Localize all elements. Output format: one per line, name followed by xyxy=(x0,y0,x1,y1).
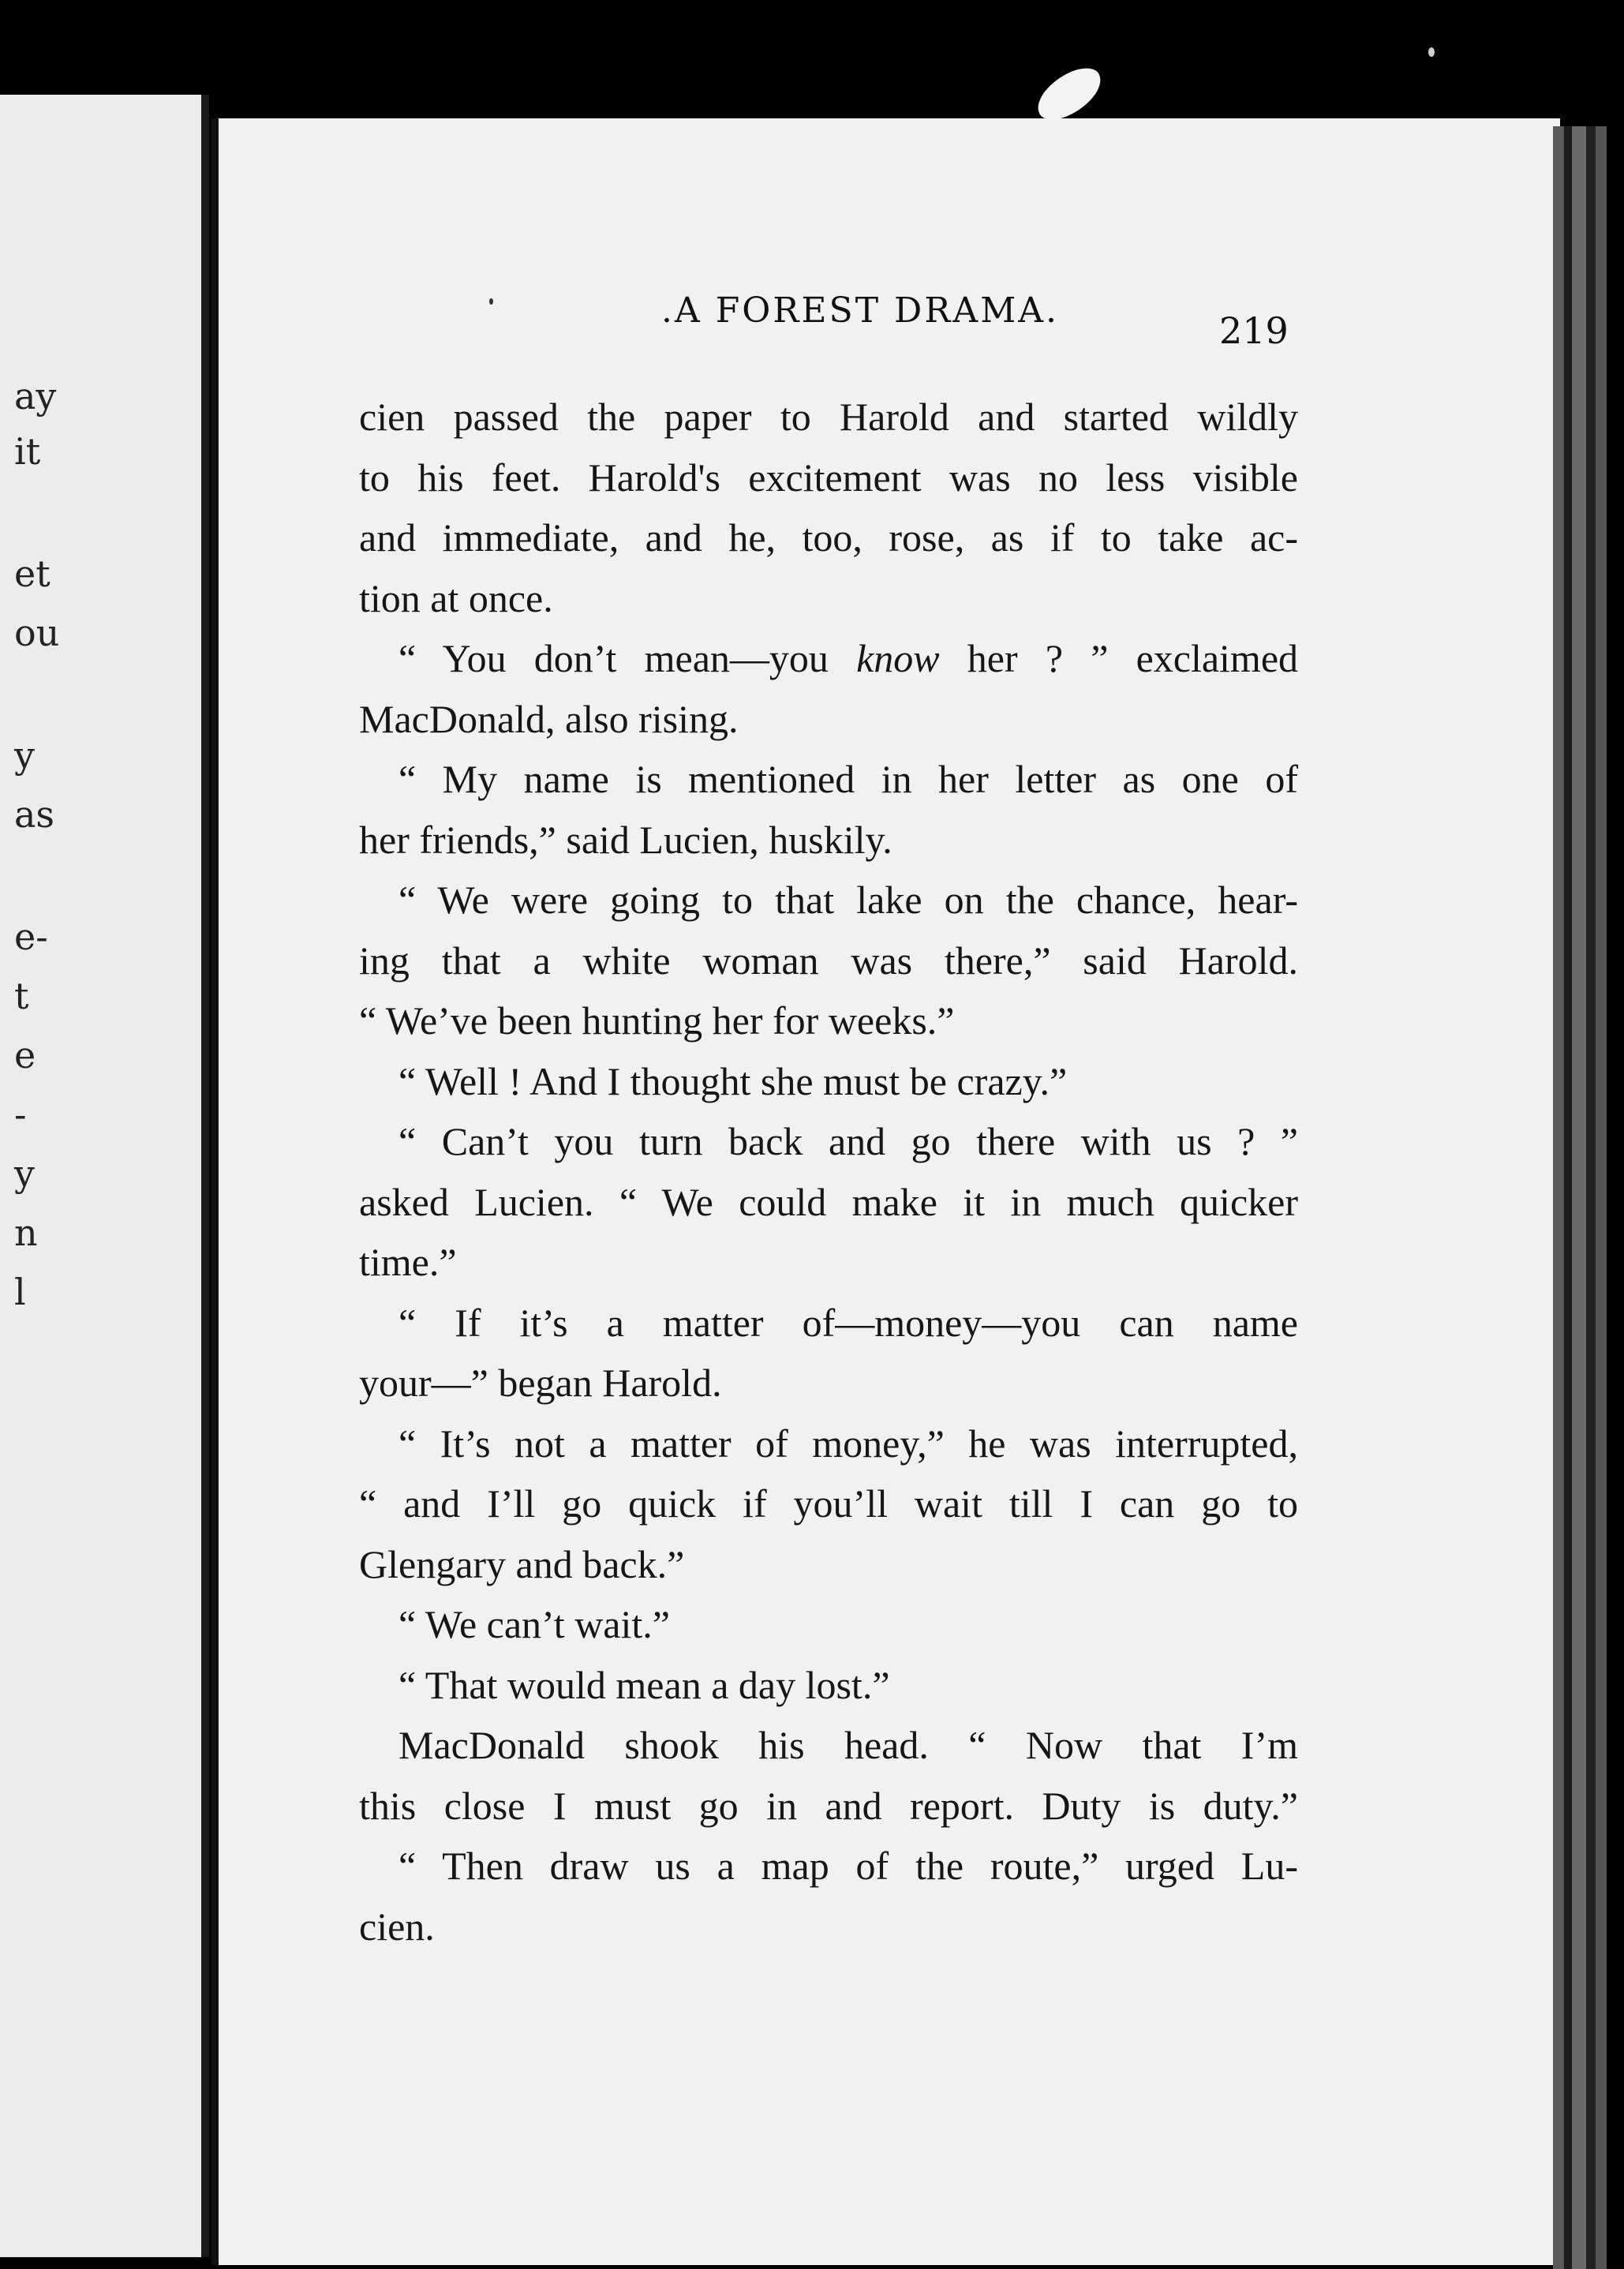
page-edge xyxy=(1572,126,1586,2269)
text-line: “ We can’t wait.” xyxy=(399,1602,670,1646)
text-line: ing that a white woman was there,” said Harold. xyxy=(359,938,1298,983)
scan-speck xyxy=(1428,47,1435,57)
facing-page-fragment: t xyxy=(14,975,29,1017)
page-number: 219 xyxy=(1219,309,1289,352)
text-line: your—” began Harold. xyxy=(359,1361,722,1405)
text-line: MacDonald, also rising. xyxy=(359,696,739,741)
text-line: to his feet. Harold's excitement was no less visible xyxy=(359,455,1298,500)
text-line: “ and I’ll go quick if you’ll wait till I can go to xyxy=(359,1481,1298,1526)
text-line: and immediate, and he, too, rose, as if to take ac- xyxy=(359,515,1298,560)
facing-page-fragment: it xyxy=(14,430,41,473)
text-line: tion at once. xyxy=(359,575,553,620)
facing-page-fragment: e xyxy=(14,1034,36,1076)
facing-page-fragment: et xyxy=(14,552,51,595)
text-line: “ Then draw us a map of the route,” urged Lu- xyxy=(399,1844,1298,1888)
facing-page-fragment: y xyxy=(14,734,35,777)
running-head: .A FOREST DRAMA. xyxy=(660,290,1060,331)
text-line: “ We were going to that lake on the chance, hear- xyxy=(399,878,1298,922)
scan-smudge xyxy=(1029,61,1109,128)
facing-page-fragment: e- xyxy=(14,915,48,958)
page-edge xyxy=(1553,126,1564,2269)
text-line: her friends,” said Lucien, huskily. xyxy=(359,817,892,862)
text-line: time.” xyxy=(359,1240,457,1284)
facing-page xyxy=(0,95,209,2257)
facing-page-fragment: ou xyxy=(14,612,60,654)
text-line: MacDonald shook his head. “ Now that I’m xyxy=(399,1723,1298,1767)
text-line: “ Can’t you turn back and go there with us ? ” xyxy=(399,1119,1298,1163)
text-line: “ You don’t mean—you know her ? ” exclaimed xyxy=(399,636,1299,680)
facing-page-fragment: l xyxy=(14,1271,26,1313)
facing-page-fragment: - xyxy=(14,1093,27,1136)
text-line: cien. xyxy=(359,1904,435,1949)
facing-page-fragment: as xyxy=(14,793,55,836)
facing-page-fragment: ay xyxy=(14,375,57,417)
text-line: this close I must go in and report. Duty is duty.” xyxy=(359,1783,1298,1828)
page-edge xyxy=(1564,126,1572,2269)
text-line: “ That would mean a day lost.” xyxy=(399,1662,890,1707)
text-line: “ My name is mentioned in her letter as one of xyxy=(399,757,1298,801)
text-line: “ We’ve been hunting her for weeks.” xyxy=(359,998,955,1043)
page-edge xyxy=(1596,126,1607,2269)
text-line: “ It’s not a matter of money,” he was interrupted, xyxy=(399,1421,1298,1466)
text-line: “ If it’s a matter of—money—you can name xyxy=(399,1300,1298,1345)
text-line: Glengary and back.” xyxy=(359,1541,685,1586)
facing-page-fragment: n xyxy=(14,1211,38,1254)
text-line: asked Lucien. “ We could make it in much quicker xyxy=(359,1179,1298,1224)
page-body-text xyxy=(359,387,1298,1956)
page-edge xyxy=(1586,126,1596,2269)
facing-page-fragment: y xyxy=(14,1152,35,1195)
text-line: cien passed the paper to Harold and started wildly xyxy=(359,395,1298,439)
text-line: “ Well ! And I thought she must be crazy.” xyxy=(399,1058,1068,1103)
